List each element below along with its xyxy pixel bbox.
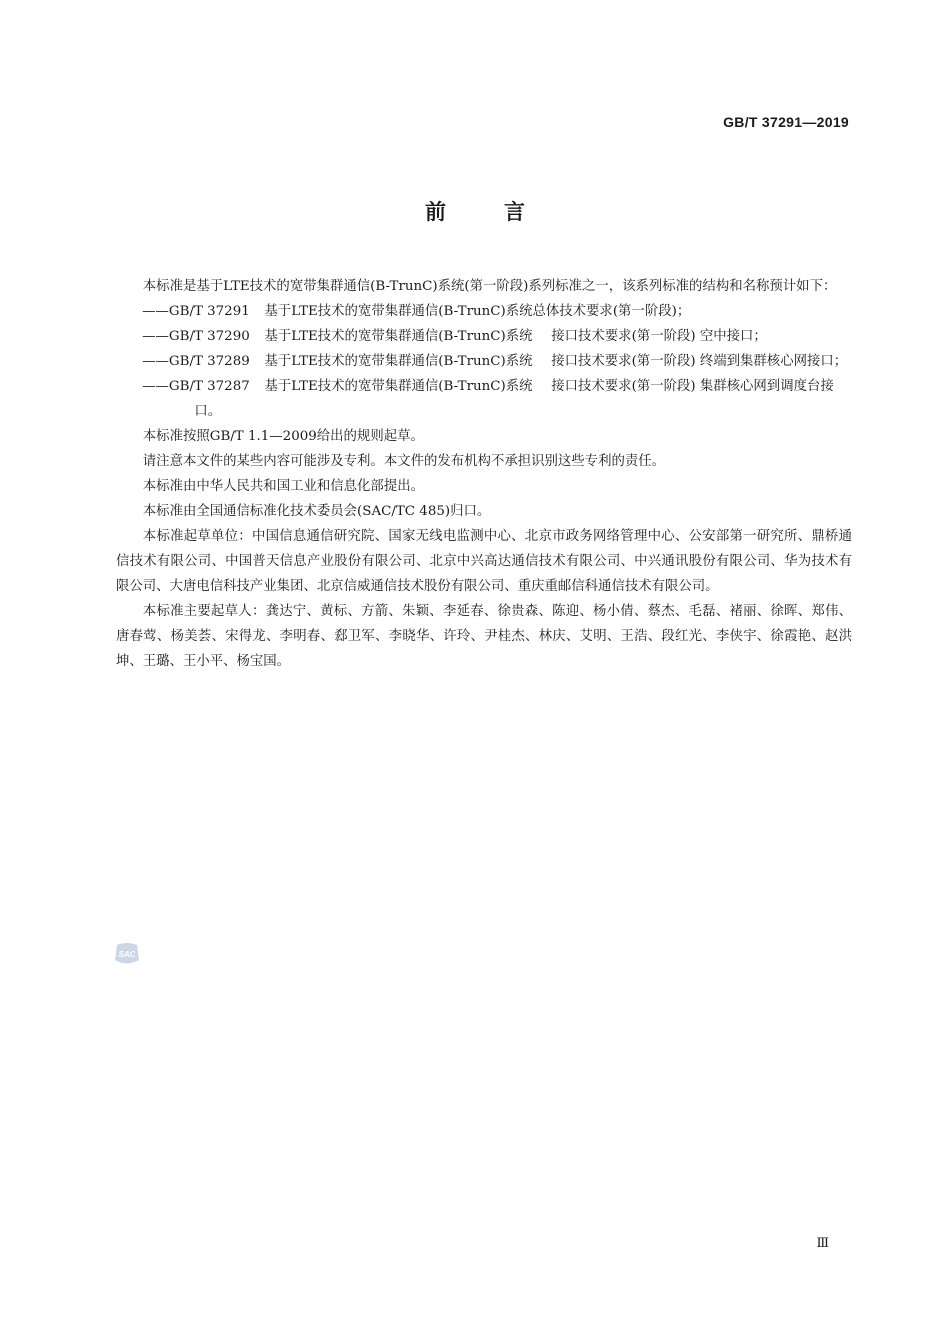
- series-subtitle: 接口技术要求(第一阶段) 集群核心网到调度台接口。: [194, 379, 834, 419]
- series-item-1: [142, 299, 852, 324]
- foreword-body: [116, 274, 852, 674]
- patent-notice-paragraph: 请注意本文件的某些内容可能涉及专利。本文件的发布机构不承担识别这些专利的责任。: [142, 454, 666, 469]
- drafters-paragraph: 本标准主要起草人：龚达宁、黄标、方箭、朱颖、李延春、徐贵森、陈迎、杨小倩、蔡杰、毛磊、褚丽、徐晖、郑伟、唐春莺、杨美荟、宋得龙、李明春、郄卫军、李晓华、许玲、尹桂杰、林庆、艾明、王浩、段红光、李侠宇、徐霞艳、赵洪坤、王璐、王小平、杨宝国。: [116, 604, 852, 669]
- series-dash: ——: [142, 329, 169, 344]
- series-code: GB/T 37290: [168, 329, 250, 344]
- standard-number: GB/T 37291—2019: [723, 114, 849, 130]
- series-subtitle: 接口技术要求(第一阶段) 终端到集群核心网接口；: [551, 354, 848, 369]
- page-number: Ⅲ: [816, 1236, 829, 1251]
- drafting-rules-paragraph: 本标准按照GB/T 1.1—2009给出的规则起草。: [142, 429, 424, 444]
- series-item-2: [142, 324, 852, 349]
- series-title: 基于LTE技术的宽带集群通信(B-TrunC)系统: [264, 329, 533, 344]
- series-code: GB/T 37287: [168, 379, 250, 394]
- series-item-3: [142, 349, 852, 374]
- series-code: GB/T 37291: [168, 304, 250, 319]
- series-title: 基于LTE技术的宽带集群通信(B-TrunC)系统总体技术要求(第一阶段)；: [264, 304, 691, 319]
- series-dash: ——: [142, 379, 169, 394]
- page-title: 前言: [425, 200, 583, 224]
- proposed-by-paragraph: 本标准由中华人民共和国工业和信息化部提出。: [142, 479, 424, 494]
- series-dash: ——: [142, 304, 169, 319]
- series-title: 基于LTE技术的宽带集群通信(B-TrunC)系统: [264, 379, 533, 394]
- series-subtitle: 接口技术要求(第一阶段) 空中接口；: [551, 329, 767, 344]
- series-title: 基于LTE技术的宽带集群通信(B-TrunC)系统: [264, 354, 533, 369]
- series-code: GB/T 37289: [168, 354, 250, 369]
- series-dash: ——: [142, 354, 169, 369]
- drafting-units-paragraph: 本标准起草单位：中国信息通信研究院、国家无线电监测中心、北京市政务网络管理中心、公安部第一研究所、鼎桥通信技术有限公司、中国普天信息产业股份有限公司、北京中兴高达通信技术有限公司、中兴通讯股份有限公司、华为技术有限公司、大唐电信科技产业集团、北京信威通信技术股份有限公司、重庆重邮信科通信技术有限公司。: [116, 529, 852, 594]
- series-item-4: [142, 374, 852, 424]
- managed-by-paragraph: 本标准由全国通信标准化技术委员会(SAC/TC 485)归口。: [142, 504, 491, 519]
- sac-watermark-text: SAC: [118, 950, 136, 959]
- intro-paragraph: 本标准是基于LTE技术的宽带集群通信(B-TrunC)系统(第一阶段)系列标准之一，该系列标准的结构和名称预计如下：: [142, 279, 837, 294]
- sac-watermark-logo: [113, 942, 141, 966]
